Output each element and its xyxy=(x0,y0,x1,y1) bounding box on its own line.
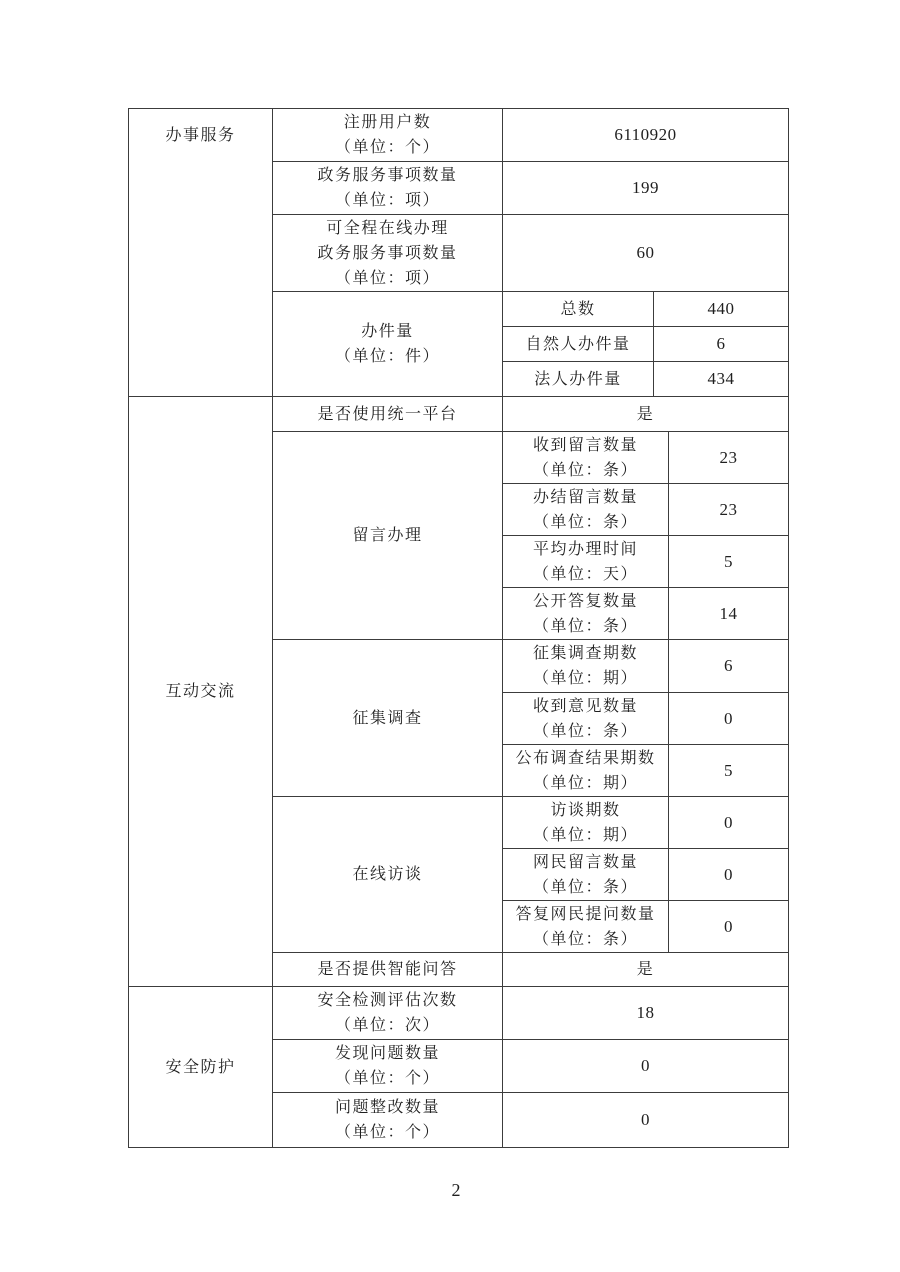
subrow-unit: （单位：期） xyxy=(532,826,638,844)
subrow-unit: （单位：条） xyxy=(532,617,638,635)
subrow-label: 总数 xyxy=(560,300,596,318)
row-value: 0 xyxy=(641,1056,650,1076)
subrow-label-cell xyxy=(503,745,669,796)
group-label-cell xyxy=(273,432,503,639)
subrow-value: 14 xyxy=(719,603,738,623)
group-message-handling xyxy=(273,432,788,640)
group-label: 征集调查 xyxy=(352,709,423,727)
row-problems-rectified xyxy=(273,1093,788,1147)
row-value-cell xyxy=(503,1093,788,1147)
subrow-label: 收到意见数量 xyxy=(532,697,638,715)
subrow-value: 5 xyxy=(724,760,733,780)
row-label-cell xyxy=(273,987,503,1039)
subrow-value-cell xyxy=(669,797,788,848)
row-value: 0 xyxy=(641,1110,650,1130)
subrow-value-cell xyxy=(669,536,788,587)
subrow-value: 0 xyxy=(724,864,733,884)
row-label-cell xyxy=(273,215,503,291)
category-service xyxy=(129,109,273,396)
group-case-volume xyxy=(273,292,788,396)
row-label-cell xyxy=(273,1040,503,1092)
survey-subrows xyxy=(503,640,788,796)
row-unit: （单位：项） xyxy=(334,192,440,209)
row-value: 60 xyxy=(636,243,655,262)
group-label-cell xyxy=(273,640,503,796)
section-security-body xyxy=(273,987,788,1147)
row-value-cell xyxy=(503,1040,788,1092)
row-label-cell xyxy=(273,109,503,161)
subrow-unit: （单位：条） xyxy=(532,513,638,531)
row-smart-qa xyxy=(273,953,788,986)
row-value-cell xyxy=(503,953,788,986)
row-label-cell xyxy=(273,397,503,431)
message-handling-subrows xyxy=(503,432,788,639)
row-label: 安全检测评估次数 xyxy=(317,992,458,1010)
subrow-value: 434 xyxy=(707,369,735,389)
subrow-label: 自然人办件量 xyxy=(525,335,631,353)
online-interview-subrows xyxy=(503,797,788,952)
category-security xyxy=(129,987,273,1147)
subrow-label-cell xyxy=(503,693,669,744)
subrow-label-cell xyxy=(503,432,669,483)
subrow-unit: （单位：条） xyxy=(532,722,638,740)
row-unit: （单位：项） xyxy=(334,269,440,287)
subrow-label: 访谈期数 xyxy=(550,801,621,819)
row-value-cell xyxy=(503,109,788,161)
subrow-value-cell xyxy=(654,362,788,396)
subrow-label-cell xyxy=(503,901,669,952)
subrow-avg-processing-time xyxy=(503,536,788,588)
section-service xyxy=(129,109,788,397)
report-table xyxy=(128,108,789,1148)
row-label: 可全程在线办理 xyxy=(326,219,449,237)
row-value: 是 xyxy=(636,405,655,423)
subrow-value-cell xyxy=(669,588,788,639)
subrow-label: 收到留言数量 xyxy=(532,436,638,454)
subrow-value-cell xyxy=(654,327,788,361)
subrow-value: 0 xyxy=(724,812,733,832)
subrow-value-cell xyxy=(669,901,788,952)
group-label: 办件量 xyxy=(361,323,414,341)
row-value-cell xyxy=(503,987,788,1039)
group-online-interview xyxy=(273,797,788,953)
subrow-value: 5 xyxy=(724,551,733,571)
row-problems-found xyxy=(273,1040,788,1093)
subrow-label-cell xyxy=(503,292,654,326)
subrow-label: 公布调查结果期数 xyxy=(515,749,656,767)
row-unit: （单位：次） xyxy=(334,1017,440,1035)
category-label: 安全防护 xyxy=(165,1058,236,1076)
subrow-opinions-received xyxy=(503,693,788,745)
row-label: 注册用户数 xyxy=(343,114,432,131)
category-label: 办事服务 xyxy=(165,127,236,144)
subrow-value: 440 xyxy=(707,299,735,318)
subrow-interview-periods xyxy=(503,797,788,849)
category-label: 互动交流 xyxy=(165,683,236,701)
subrow-value: 23 xyxy=(719,499,738,519)
row-label-line2: 政务服务事项数量 xyxy=(317,244,458,262)
subrow-label-cell xyxy=(503,797,669,848)
subrow-value-cell xyxy=(669,484,788,535)
row-value: 是 xyxy=(636,961,655,979)
subrow-messages-completed xyxy=(503,484,788,536)
subrow-label-cell xyxy=(503,362,654,396)
subrow-public-replies xyxy=(503,588,788,639)
subrow-label-cell xyxy=(503,484,669,535)
subrow-unit: （单位：天） xyxy=(532,565,638,583)
subrow-survey-results-published xyxy=(503,745,788,796)
row-label: 是否提供智能问答 xyxy=(317,961,458,979)
subrow-total xyxy=(503,292,788,327)
row-unit: （单位：个） xyxy=(334,1124,440,1142)
row-unified-platform xyxy=(273,397,788,432)
subrow-label-cell xyxy=(503,536,669,587)
subrow-label-cell xyxy=(503,640,669,692)
row-value: 18 xyxy=(636,1003,655,1023)
subrow-value: 0 xyxy=(724,916,733,936)
subrow-label-cell xyxy=(503,327,654,361)
section-interaction xyxy=(129,397,788,987)
section-service-body xyxy=(273,109,788,396)
group-unit: （单位：件） xyxy=(334,348,440,366)
row-registered-users xyxy=(273,109,788,162)
category-interaction xyxy=(129,397,273,986)
row-unit: （单位：个） xyxy=(334,139,440,156)
group-label: 留言办理 xyxy=(352,527,423,545)
subrow-value-cell xyxy=(669,640,788,692)
row-security-assessments xyxy=(273,987,788,1040)
row-label: 政务服务事项数量 xyxy=(317,167,458,184)
subrow-netizen-questions-answered xyxy=(503,901,788,952)
section-security xyxy=(129,987,788,1147)
subrow-value-cell xyxy=(669,849,788,900)
subrow-label: 征集调查期数 xyxy=(532,645,638,663)
case-volume-subrows xyxy=(503,292,788,396)
row-value-cell xyxy=(503,397,788,431)
subrow-label: 网民留言数量 xyxy=(532,853,638,871)
subrow-unit: （单位：期） xyxy=(532,670,638,688)
subrow-label: 法人办件量 xyxy=(534,370,622,388)
group-survey xyxy=(273,640,788,797)
subrow-label: 公开答复数量 xyxy=(532,592,638,610)
subrow-value-cell xyxy=(654,292,788,326)
row-value: 199 xyxy=(632,178,659,197)
subrow-label: 办结留言数量 xyxy=(532,488,638,506)
subrow-value: 0 xyxy=(724,708,733,728)
row-unit: （单位：个） xyxy=(334,1070,440,1088)
subrow-survey-periods xyxy=(503,640,788,693)
subrow-value: 23 xyxy=(719,447,738,467)
subrow-unit: （单位：期） xyxy=(532,774,638,792)
page-number: 2 xyxy=(451,1180,461,1200)
subrow-netizen-messages xyxy=(503,849,788,901)
subrow-unit: （单位：条） xyxy=(532,461,638,479)
group-label-cell xyxy=(273,797,503,952)
row-label: 是否使用统一平台 xyxy=(317,405,458,423)
subrow-messages-received xyxy=(503,432,788,484)
subrow-natural-person xyxy=(503,327,788,362)
subrow-label: 平均办理时间 xyxy=(532,540,638,558)
row-service-items xyxy=(273,162,788,215)
subrow-value-cell xyxy=(669,693,788,744)
row-label-cell xyxy=(273,953,503,986)
subrow-value-cell xyxy=(669,432,788,483)
subrow-legal-person xyxy=(503,362,788,396)
row-value-cell xyxy=(503,215,788,291)
subrow-label-cell xyxy=(503,588,669,639)
group-label: 在线访谈 xyxy=(352,866,423,884)
subrow-label-cell xyxy=(503,849,669,900)
subrow-value: 6 xyxy=(716,334,726,353)
row-label: 问题整改数量 xyxy=(334,1099,440,1117)
row-label-cell xyxy=(273,162,503,214)
row-label: 发现问题数量 xyxy=(334,1045,440,1063)
subrow-unit: （单位：条） xyxy=(532,930,638,948)
subrow-unit: （单位：条） xyxy=(532,878,638,896)
row-value: 6110920 xyxy=(614,125,677,144)
group-label-cell xyxy=(273,292,503,396)
row-online-service-items xyxy=(273,215,788,292)
subrow-value-cell xyxy=(669,745,788,796)
row-label-cell xyxy=(273,1093,503,1147)
subrow-label: 答复网民提问数量 xyxy=(515,905,656,923)
section-interaction-body xyxy=(273,397,788,986)
subrow-value: 6 xyxy=(724,656,733,676)
row-value-cell xyxy=(503,162,788,214)
